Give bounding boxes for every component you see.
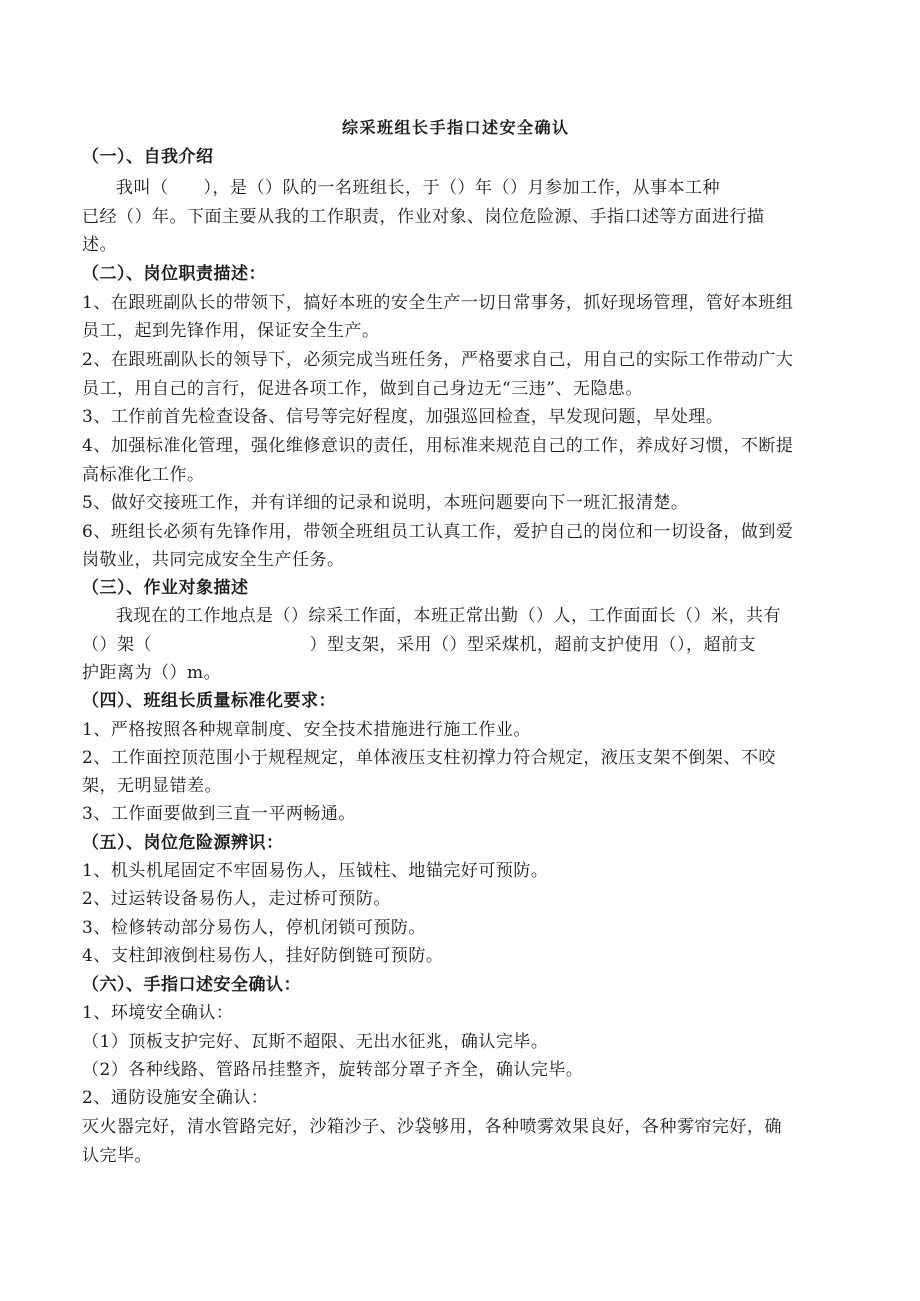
section-heading-5: （五）、岗位危险源辨识： bbox=[82, 833, 284, 853]
page-title: 综采班组长手指口述安全确认 bbox=[342, 118, 570, 137]
paragraph-line: 高标准化工作。 bbox=[82, 465, 205, 485]
section-heading-1: （一）、自我介绍 bbox=[82, 147, 214, 167]
paragraph-line: 已经（）年。下面主要从我的工作职责，作业对象、岗位危险源、手指口述等方面进行描 bbox=[82, 207, 765, 227]
paragraph-line: 6、班组长必须有先锋作用，带领全班组员工认真工作，爱护自己的岗位和一切设备，做到爱 bbox=[82, 522, 794, 542]
section-heading-2: （二）、岗位职责描述： bbox=[82, 264, 266, 284]
paragraph-line: 3、工作前首先检查设备、信号等完好程度，加强巡回检查，早发现问题，早处理。 bbox=[82, 407, 724, 427]
paragraph-line: （）架（ ）型支架，采用（）型采煤机，超前支护使用（），超前支 bbox=[82, 635, 756, 655]
paragraph-line: 我叫（ ），是（）队的一名班组长，于（）年（）月参加工作，从事本工种 bbox=[116, 178, 720, 198]
paragraph-line: 1、环境安全确认： bbox=[82, 1003, 234, 1023]
paragraph-line: 3、工作面要做到三直一平两畅通。 bbox=[82, 804, 356, 824]
paragraph-line: 员工，起到先锋作用，保证安全生产。 bbox=[82, 321, 380, 341]
paragraph-line: 1、严格按照各种规章制度、安全技术措施进行施工作业。 bbox=[82, 720, 531, 740]
paragraph-line: （1）顶板支护完好、瓦斯不超限、无出水征兆，确认完毕。 bbox=[82, 1032, 549, 1052]
paragraph-line: 我现在的工作地点是（）综采工作面，本班正常出勤（）人，工作面面长（）米，共有 bbox=[116, 606, 781, 626]
paragraph-line: 2、通防设施安全确认： bbox=[82, 1088, 269, 1108]
paragraph-line: 岗敬业，共同完成安全生产任务。 bbox=[82, 550, 345, 570]
section-heading-6: （六）、手指口述安全确认： bbox=[82, 975, 301, 995]
paragraph-line: 2、工作面控顶范围小于规程规定，单体液压支柱初撑力符合规定，液压支架不倒架、不咬 bbox=[82, 748, 776, 768]
paragraph-line: 2、过运转设备易伤人，走过桥可预防。 bbox=[82, 889, 391, 909]
paragraph-line: 灭火器完好，清水管路完好，沙箱沙子、沙袋够用，各种喷雾效果良好，各种雾帘完好，确 bbox=[82, 1117, 782, 1137]
paragraph-line: 认完毕。 bbox=[82, 1146, 152, 1166]
paragraph-line: 护距离为（）m。 bbox=[82, 663, 222, 683]
paragraph-line: 架，无明显错差。 bbox=[82, 776, 222, 796]
paragraph-line: （2）各种线路、管路吊挂整齐，旋转部分罩子齐全，确认完毕。 bbox=[82, 1060, 584, 1080]
paragraph-line: 述。 bbox=[82, 235, 117, 255]
section-heading-3: （三）、作业对象描述 bbox=[82, 578, 249, 598]
paragraph-line: 4、加强标准化管理，强化维修意识的责任，用标准来规范自己的工作，养成好习惯，不断提 bbox=[82, 436, 794, 456]
paragraph-line: 1、在跟班副队长的带领下，搞好本班的安全生产一切日常事务，抓好现场管理，管好本班组 bbox=[82, 293, 794, 313]
paragraph-line: 1、机头机尾固定不牢固易伤人，压钺柱、地锚完好可预防。 bbox=[82, 861, 549, 881]
paragraph-line: 2、在跟班副队长的领导下，必须完成当班任务，严格要求自己，用自己的实际工作带动广大 bbox=[82, 350, 794, 370]
paragraph-line: 员工，用自己的言行，促进各项工作，做到自己身边无“三违”、无隐患。 bbox=[82, 379, 643, 399]
paragraph-line: 5、做好交接班工作，并有详细的记录和说明，本班问题要向下一班汇报清楚。 bbox=[82, 493, 689, 513]
paragraph-line: 3、检修转动部分易伤人，停机闭锁可预防。 bbox=[82, 918, 426, 938]
section-heading-4: （四）、班组长质量标准化要求： bbox=[82, 691, 336, 711]
paragraph-line: 4、支柱卸液倒柱易伤人，挂好防倒链可预防。 bbox=[82, 946, 444, 966]
